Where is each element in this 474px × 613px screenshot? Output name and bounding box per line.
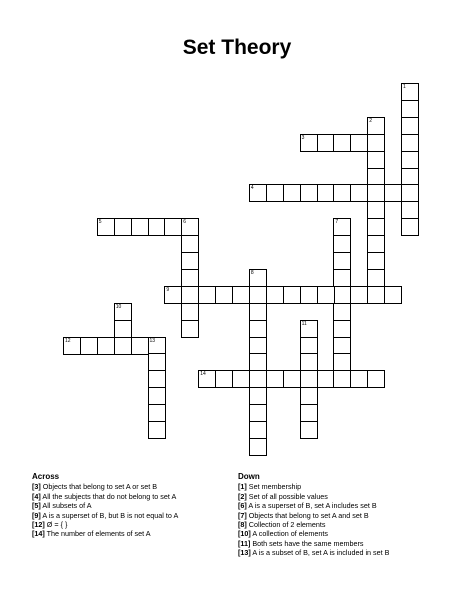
clue-text: A collection of elements <box>250 529 328 539</box>
cell-number: 7 <box>335 219 339 226</box>
clue-text: The number of elements of set A <box>44 529 151 539</box>
grid-cell[interactable] <box>333 303 351 321</box>
cell-number: 13 <box>149 337 156 344</box>
clue-text: A is a superset of B, but B is not equal to A <box>40 510 179 520</box>
grid-cell[interactable] <box>350 184 368 202</box>
clue-number: [11] <box>238 538 251 548</box>
grid-cell[interactable] <box>401 168 419 186</box>
grid-cell[interactable] <box>164 286 182 304</box>
down-clue-5 <box>238 529 448 538</box>
cell-number: 10 <box>115 303 122 310</box>
grid-cell[interactable] <box>131 218 149 236</box>
cell-number: 12 <box>65 337 71 344</box>
grid-cell[interactable] <box>333 337 351 355</box>
grid-cell[interactable] <box>350 370 368 388</box>
clue-number: [9] <box>32 510 41 520</box>
grid-cell[interactable] <box>249 404 267 422</box>
grid-cell[interactable] <box>148 404 166 422</box>
grid-cell[interactable] <box>198 370 216 388</box>
down-clue-list <box>238 482 448 557</box>
across-clue-1 <box>32 492 232 501</box>
grid-cell[interactable] <box>114 320 132 338</box>
clue-text: Set membership <box>246 482 302 492</box>
across-heading: Across <box>32 472 60 481</box>
grid-cell[interactable] <box>148 353 166 371</box>
cell-number: 4 <box>250 185 254 192</box>
grid-cell[interactable] <box>63 337 81 355</box>
grid-cell[interactable] <box>333 353 351 371</box>
across-clue-list <box>32 482 232 538</box>
grid-cell[interactable] <box>350 286 368 304</box>
grid-cell[interactable] <box>367 269 385 287</box>
grid-cell[interactable] <box>114 303 132 321</box>
grid-cell[interactable] <box>131 337 149 355</box>
clue-number: [13] <box>238 548 251 558</box>
clue-number: [7] <box>238 510 247 520</box>
grid-cell[interactable] <box>367 235 385 253</box>
grid-cell[interactable] <box>317 134 335 152</box>
grid-cell[interactable] <box>333 252 351 270</box>
clue-number: [5] <box>32 501 41 511</box>
grid-cell[interactable] <box>249 184 267 202</box>
grid-cell[interactable] <box>249 337 267 355</box>
clue-text: Ø = { } <box>44 520 68 530</box>
grid-cell[interactable] <box>350 134 368 152</box>
grid-cell[interactable] <box>384 184 402 202</box>
grid-cell[interactable] <box>181 252 199 270</box>
grid-cell[interactable] <box>333 320 351 338</box>
clue-text: Objects that belong to set A or set B <box>40 482 158 492</box>
grid-cell[interactable] <box>367 218 385 236</box>
down-clue-7 <box>238 548 448 557</box>
grid-cell[interactable] <box>401 201 419 219</box>
cell-number: 5 <box>98 219 102 226</box>
grid-cell[interactable] <box>333 370 351 388</box>
grid-cell[interactable] <box>249 370 267 388</box>
across-clue-3 <box>32 511 232 520</box>
grid-cell[interactable] <box>300 286 318 304</box>
grid-cell[interactable] <box>300 370 318 388</box>
down-clue-4 <box>238 520 448 529</box>
page-title: Set Theory <box>182 36 292 59</box>
grid-cell[interactable] <box>401 83 419 101</box>
grid-cell[interactable] <box>181 320 199 338</box>
grid-cell[interactable] <box>367 286 385 304</box>
grid-cell[interactable] <box>401 117 419 135</box>
grid-cell[interactable] <box>300 387 318 405</box>
grid-cell[interactable] <box>181 218 199 236</box>
grid-cell[interactable] <box>97 218 115 236</box>
down-clue-1 <box>238 492 448 501</box>
grid-cell[interactable] <box>232 286 250 304</box>
grid-cell[interactable] <box>249 303 267 321</box>
grid-cell[interactable] <box>114 218 132 236</box>
grid-cell[interactable] <box>333 286 351 304</box>
clue-text: A is a subset of B, set A is included in set B <box>250 548 390 558</box>
clue-number: [4] <box>32 491 41 501</box>
clue-number: [12] <box>32 520 45 530</box>
grid-cell[interactable] <box>283 286 301 304</box>
grid-cell[interactable] <box>164 218 182 236</box>
clue-text: Objects that belong to set A and set B <box>246 510 369 520</box>
down-clue-6 <box>238 539 448 548</box>
grid-cell[interactable] <box>249 353 267 371</box>
cell-number: 8 <box>250 269 254 276</box>
grid-cell[interactable] <box>148 421 166 439</box>
grid-cell[interactable] <box>148 370 166 388</box>
grid-cell[interactable] <box>367 252 385 270</box>
grid-cell[interactable] <box>266 286 284 304</box>
grid-cell[interactable] <box>97 337 115 355</box>
grid-cell[interactable] <box>114 337 132 355</box>
across-clue-2 <box>32 501 232 510</box>
across-clue-0 <box>32 482 232 491</box>
grid-cell[interactable] <box>300 404 318 422</box>
grid-cell[interactable] <box>249 320 267 338</box>
grid-cell[interactable] <box>367 168 385 186</box>
across-clue-4 <box>32 520 232 529</box>
grid-cell[interactable] <box>148 218 166 236</box>
down-clue-0 <box>238 482 448 491</box>
grid-cell[interactable] <box>300 184 318 202</box>
cell-number: 9 <box>166 286 170 293</box>
clue-number: [1] <box>238 482 247 492</box>
grid-cell[interactable] <box>215 286 233 304</box>
clue-text: All the subjects that do not belong to set A <box>40 491 177 501</box>
grid-cell[interactable] <box>198 286 216 304</box>
cell-number: 2 <box>369 117 372 124</box>
grid-cell[interactable] <box>317 184 335 202</box>
across-clue-5 <box>32 529 232 538</box>
grid-cell[interactable] <box>249 421 267 439</box>
grid-cell[interactable] <box>249 438 267 456</box>
grid-cell[interactable] <box>266 184 284 202</box>
grid-cell[interactable] <box>232 370 250 388</box>
clue-text: All subsets of A <box>40 501 92 511</box>
clue-number: [6] <box>238 501 247 511</box>
grid-cell[interactable] <box>401 184 419 202</box>
down-clue-2 <box>238 501 448 510</box>
grid-cell[interactable] <box>367 184 385 202</box>
grid-cell[interactable] <box>333 218 351 236</box>
grid-cell[interactable] <box>300 134 318 152</box>
grid-cell[interactable] <box>148 337 166 355</box>
grid-cell[interactable] <box>333 235 351 253</box>
grid-cell[interactable] <box>283 184 301 202</box>
grid-cell[interactable] <box>300 337 318 355</box>
across-clues <box>32 472 232 539</box>
grid-cell[interactable] <box>333 269 351 287</box>
clue-number: [3] <box>32 482 41 492</box>
grid-cell[interactable] <box>367 117 385 135</box>
cell-number: 11 <box>301 320 307 327</box>
grid-cell[interactable] <box>384 286 402 304</box>
clue-text: Both sets have the same members <box>250 538 364 548</box>
down-clue-3 <box>238 511 448 520</box>
down-heading: Down <box>238 472 260 481</box>
clue-number: [10] <box>238 529 251 539</box>
clue-number: [2] <box>238 491 247 501</box>
grid-cell[interactable] <box>317 286 335 304</box>
cell-number: 1 <box>403 84 406 90</box>
grid-cell[interactable] <box>367 370 385 388</box>
grid-cell[interactable] <box>333 184 351 202</box>
grid-cell[interactable] <box>367 201 385 219</box>
cell-number: 3 <box>301 134 305 141</box>
grid-cell[interactable] <box>317 370 335 388</box>
grid-cell[interactable] <box>300 320 318 338</box>
grid-cell[interactable] <box>401 151 419 169</box>
grid-cell[interactable] <box>249 269 267 287</box>
grid-cell[interactable] <box>181 286 199 304</box>
grid-cell[interactable] <box>401 100 419 118</box>
clue-text: A is a superset of B, set A includes set B <box>246 501 377 511</box>
grid-cell[interactable] <box>367 134 385 152</box>
grid-cell[interactable] <box>266 370 284 388</box>
grid-cell[interactable] <box>181 269 199 287</box>
grid-cell[interactable] <box>401 134 419 152</box>
grid-cell[interactable] <box>333 134 351 152</box>
grid-cell[interactable] <box>80 337 98 355</box>
cell-number: 14 <box>200 371 206 378</box>
grid-cell[interactable] <box>249 286 267 304</box>
down-clues <box>238 472 448 558</box>
clue-number: [8] <box>238 520 247 530</box>
grid-cell[interactable] <box>215 370 233 388</box>
grid-cell[interactable] <box>401 218 419 236</box>
clue-number: [14] <box>32 529 45 539</box>
grid-cell[interactable] <box>249 387 267 405</box>
clue-text: Set of all possible values <box>246 491 328 501</box>
grid-cell[interactable] <box>367 151 385 169</box>
grid-cell[interactable] <box>181 235 199 253</box>
grid-cell[interactable] <box>283 370 301 388</box>
grid-cell[interactable] <box>181 303 199 321</box>
grid-cell[interactable] <box>300 421 318 439</box>
grid-cell[interactable] <box>148 387 166 405</box>
cell-number: 6 <box>183 219 187 226</box>
grid-cell[interactable] <box>300 353 318 371</box>
clue-text: Collection of 2 elements <box>246 520 326 530</box>
